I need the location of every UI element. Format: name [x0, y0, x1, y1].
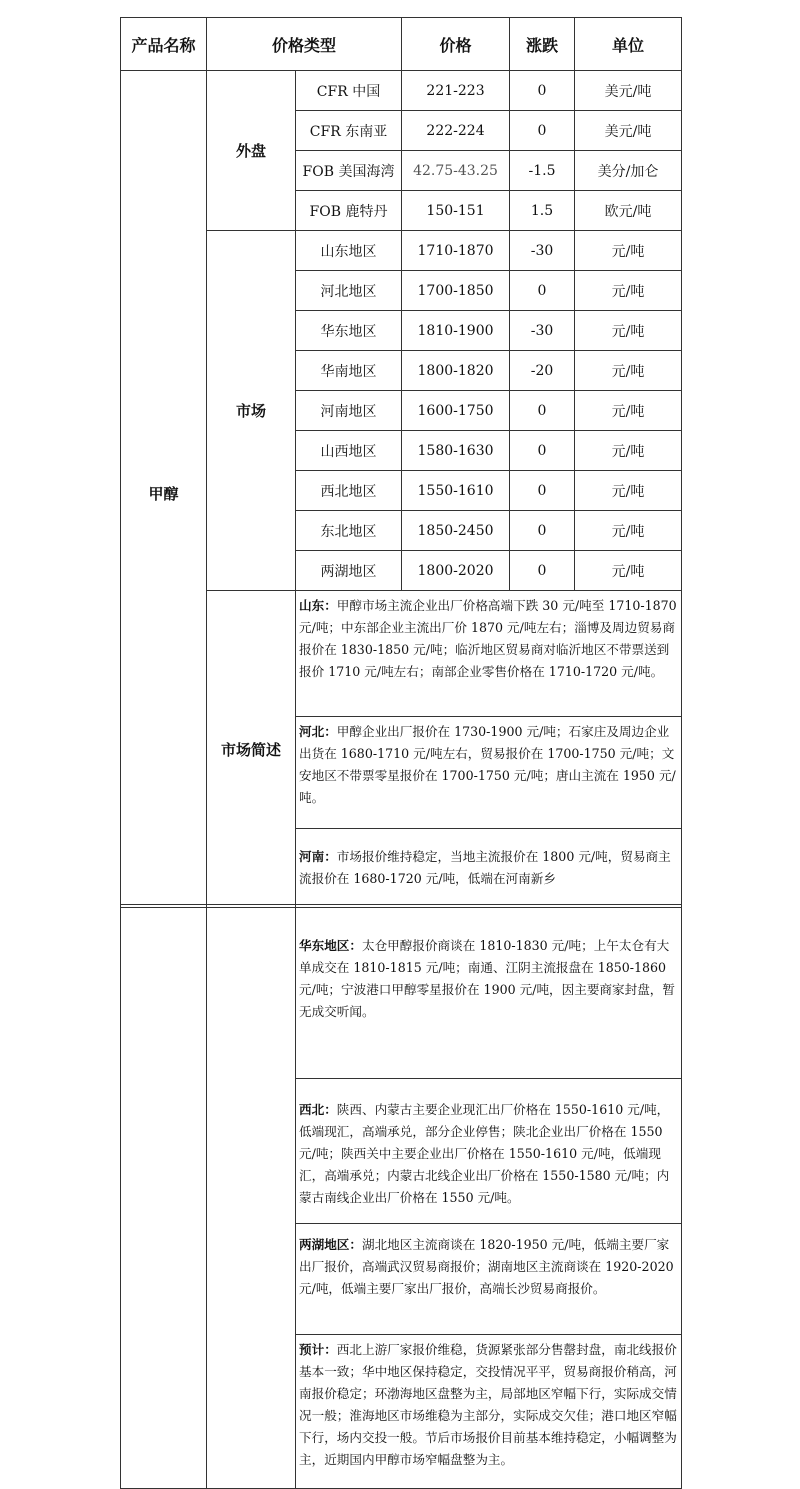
row-name: 山东地区: [296, 231, 402, 271]
table-row: [121, 71, 682, 111]
row-price: 1710-1870: [402, 231, 510, 271]
group-market: 市场: [207, 231, 296, 591]
row-unit: 欧元/吨: [575, 191, 682, 231]
summary-label: 山东：: [299, 598, 337, 613]
row-name: 华南地区: [296, 351, 402, 391]
row-price: 1850-2450: [402, 511, 510, 551]
row-unit: 元/吨: [575, 431, 682, 471]
row-name: 河南地区: [296, 391, 402, 431]
row-name: 两湖地区: [296, 551, 402, 591]
row-unit: 美分/加仑: [575, 151, 682, 191]
row-change: -1.5: [510, 151, 575, 191]
row-price: 1800-2020: [402, 551, 510, 591]
row-unit: 美元/吨: [575, 111, 682, 151]
row-unit: 元/吨: [575, 271, 682, 311]
row-name: 华东地区: [296, 311, 402, 351]
row-change: 0: [510, 111, 575, 151]
row-unit: 元/吨: [575, 471, 682, 511]
row-unit: 元/吨: [575, 351, 682, 391]
row-price: 42.75-43.25: [402, 151, 510, 191]
summary-text: 西北上游厂家报价维稳，货源紧张部分售罄封盘，南北线报价基本一致；华中地区保持稳定，交投情况平平，贸易商报价稍高，河南报价稳定；环渤海地区盘整为主，局部地区窄幅下行，实际成交情况一般；淮海地区市场维稳为主部分，实际成交欠佳；港口地区窄幅下行，场内交投一般。节后市场报价目前基本维持稳定，小幅调整为主，近期国内甲醇市场窄幅盘整为主。: [299, 1342, 677, 1467]
row-change: -30: [510, 311, 575, 351]
row-change: -20: [510, 351, 575, 391]
header-change: 涨跌: [510, 18, 575, 71]
row-change: 1.5: [510, 191, 575, 231]
product-cell-empty: [121, 905, 207, 1489]
row-price: 1580-1630: [402, 431, 510, 471]
row-price: 1550-1610: [402, 471, 510, 511]
row-unit: 元/吨: [575, 311, 682, 351]
summary-label: 两湖地区：: [299, 1237, 362, 1252]
group-external: 外盘: [207, 71, 296, 231]
row-unit: 元/吨: [575, 391, 682, 431]
header-row: [121, 18, 682, 71]
summary-henan: [296, 829, 682, 908]
row-name: 河北地区: [296, 271, 402, 311]
summary-text: 太仓甲醇报价商谈在 1810-1830 元/吨；上午太仓有大单成交在 1810-1815 元/吨；南通、江阴主流报盘在 1850-1860 元/吨；宁波港口甲醇零星报价在 1900 元/吨，因主要商家封盘，暂无成交听闻。: [299, 938, 675, 1019]
row-unit: 元/吨: [575, 231, 682, 271]
row-price: 1800-1820: [402, 351, 510, 391]
type-cell-empty: [207, 905, 296, 1489]
group-summary: 市场简述: [207, 591, 296, 908]
row-change: 0: [510, 551, 575, 591]
summary-row: [121, 905, 682, 1079]
row-price: 222-224: [402, 111, 510, 151]
row-name: 东北地区: [296, 511, 402, 551]
summary-shandong: [296, 591, 682, 717]
row-price: 1700-1850: [402, 271, 510, 311]
row-change: -30: [510, 231, 575, 271]
summary-text: 甲醇市场主流企业出厂价格高端下跌 30 元/吨至 1710-1870 元/吨；中东部企业主流出厂价 1870 元/吨左右；淄博及周边贸易商报价在 1830-1850 元/吨；临沂地区贸易商对临沂地区不带票送到报价 1710 元/吨左右；南部企业零售价格在 1710-1720 元/吨。: [299, 598, 677, 679]
row-name: FOB 美国海湾: [296, 151, 402, 191]
summary-lianghu: [296, 1224, 682, 1335]
header-price-type: 价格类型: [207, 18, 402, 71]
row-price: 150-151: [402, 191, 510, 231]
header-product: 产品名称: [121, 18, 207, 71]
summary-text: 湖北地区主流商谈在 1820-1950 元/吨，低端主要厂家出厂报价，高端武汉贸易商报价；湖南地区主流商谈在 1920-2020 元/吨，低端主要厂家出厂报价，高端长沙贸易商报价。: [299, 1237, 674, 1296]
row-change: 0: [510, 431, 575, 471]
summary-forecast: [296, 1335, 682, 1489]
header-unit: 单位: [575, 18, 682, 71]
row-price: 1600-1750: [402, 391, 510, 431]
row-change: 0: [510, 471, 575, 511]
summary-label: 华东地区：: [299, 938, 362, 953]
summary-label: 河北：: [299, 724, 337, 739]
summary-text: 甲醇企业出厂报价在 1730-1900 元/吨；石家庄及周边企业出货在 1680-1710 元/吨左右，贸易报价在 1700-1750 元/吨；文安地区不带票零星报价在 1700-1750 元/吨；唐山主流在 1950 元/吨。: [299, 724, 676, 805]
summary-hebei: [296, 717, 682, 829]
row-price: 1810-1900: [402, 311, 510, 351]
product-name: 甲醇: [121, 71, 207, 908]
row-name: CFR 东南亚: [296, 111, 402, 151]
summary-table-continued: [120, 904, 682, 1489]
summary-text: 市场报价维持稳定，当地主流报价在 1800 元/吨，贸易商主流报价在 1680-1720 元/吨，低端在河南新乡: [299, 849, 671, 886]
summary-huadong: [296, 905, 682, 1079]
row-unit: 元/吨: [575, 551, 682, 591]
row-name: CFR 中国: [296, 71, 402, 111]
row-name: FOB 鹿特丹: [296, 191, 402, 231]
summary-northwest: [296, 1079, 682, 1224]
row-change: 0: [510, 271, 575, 311]
row-change: 0: [510, 511, 575, 551]
row-price: 221-223: [402, 71, 510, 111]
row-change: 0: [510, 391, 575, 431]
row-unit: 元/吨: [575, 511, 682, 551]
price-table: [120, 17, 682, 908]
summary-label: 河南：: [299, 849, 337, 864]
summary-label: 西北：: [299, 1102, 337, 1117]
header-price: 价格: [402, 18, 510, 71]
row-name: 西北地区: [296, 471, 402, 511]
summary-label: 预计：: [299, 1342, 337, 1357]
row-change: 0: [510, 71, 575, 111]
row-name: 山西地区: [296, 431, 402, 471]
summary-text: 陕西、内蒙古主要企业现汇出厂价格在 1550-1610 元/吨，低端现汇，高端承兑，部分企业停售；陕北企业出厂价格在 1550 元/吨；陕西关中主要企业出厂价格在 1550-1610 元/吨，低端现汇，高端承兑；内蒙古北线企业出厂价格在 1550-1580 元/吨；内蒙古南线企业出厂价格在 1550 元/吨。: [299, 1102, 670, 1205]
row-unit: 美元/吨: [575, 71, 682, 111]
